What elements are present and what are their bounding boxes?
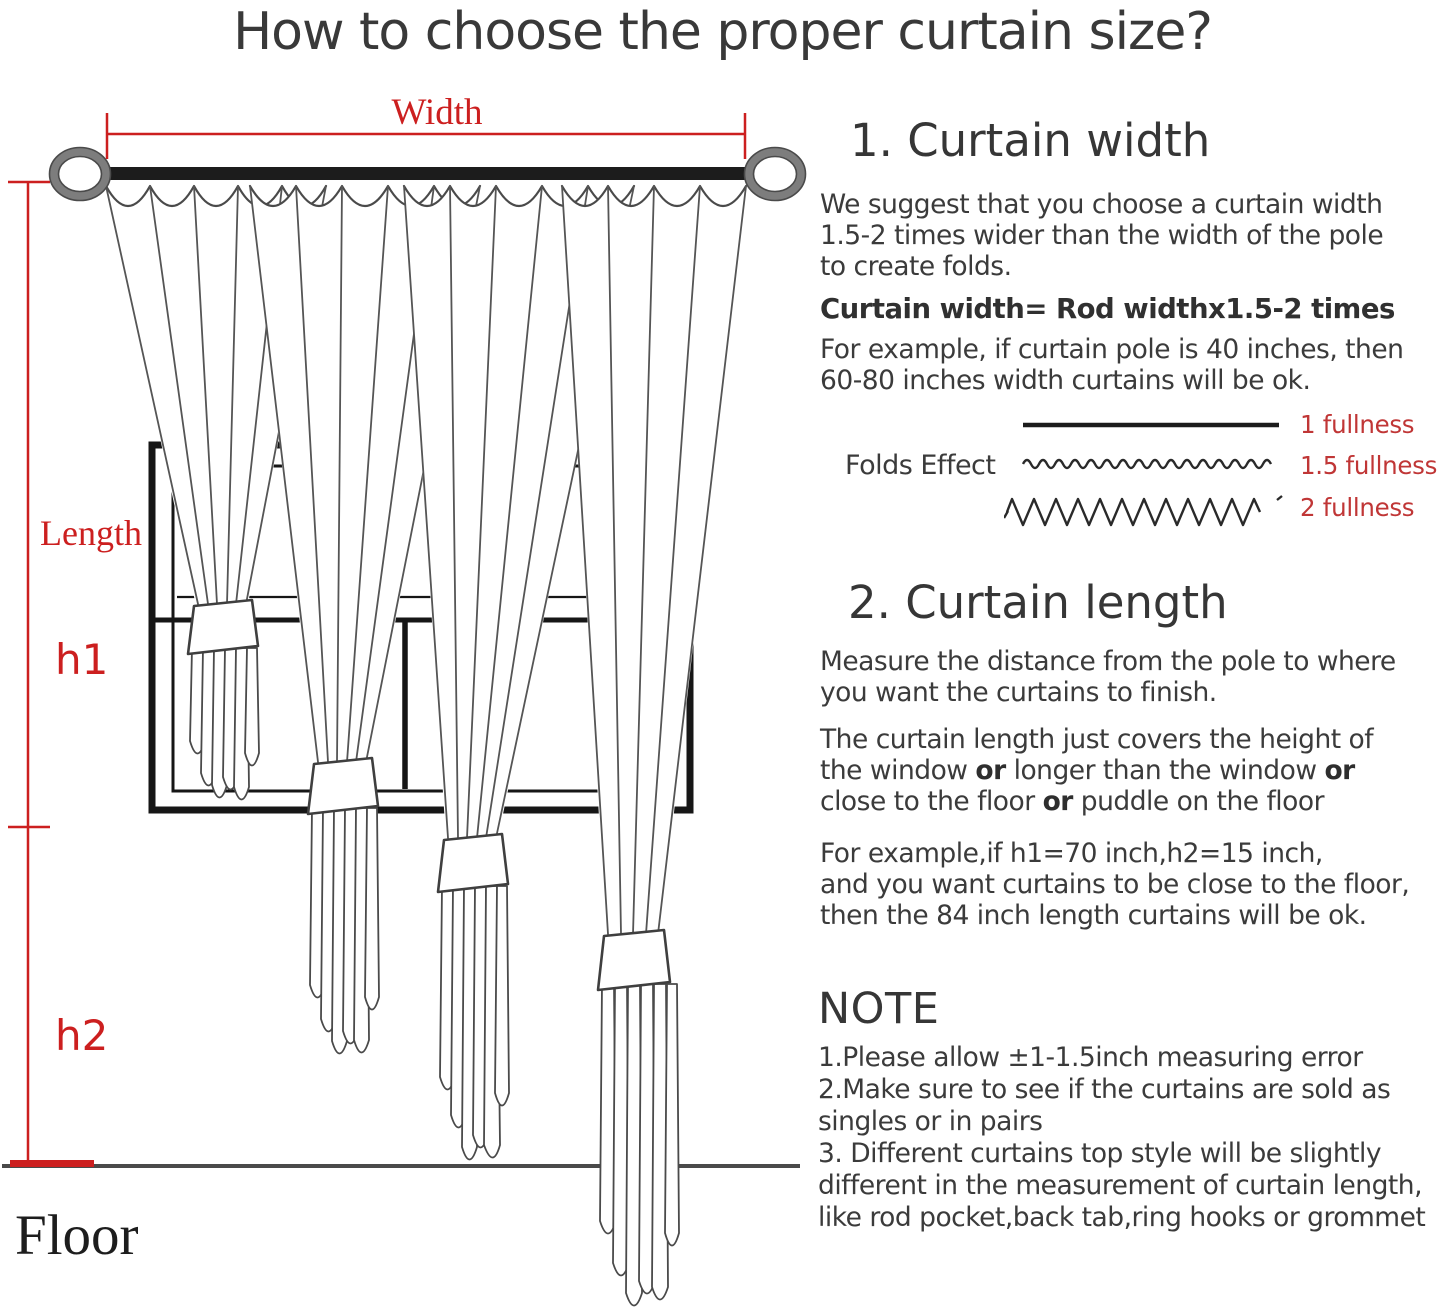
tieback-band-2 xyxy=(308,758,378,814)
text-line: Measure the distance from the pole to where xyxy=(820,646,1396,677)
curtain-length-options xyxy=(820,724,1373,817)
curtain-length-example xyxy=(820,838,1409,931)
text-line: For example, if curtain pole is 40 inches, then xyxy=(820,334,1404,365)
note-line: 3. Different curtains top style will be slightly xyxy=(818,1138,1382,1169)
fullness-1-5-label: 1.5 fullness xyxy=(1300,451,1438,480)
h1-label: h1 xyxy=(55,635,109,684)
or-emphasis: or xyxy=(975,755,1006,786)
text-line xyxy=(820,755,1373,786)
length-label: Length xyxy=(40,513,142,553)
text-line: to create folds. xyxy=(820,251,1012,282)
curtain-width-formula: Curtain width= Rod widthx1.5-2 times xyxy=(820,293,1395,325)
floor-label: Floor xyxy=(15,1204,139,1267)
tieback-tassel-1 xyxy=(190,648,259,800)
text-line: and you want curtains to be close to the floor, xyxy=(820,869,1410,900)
curtain-width-example xyxy=(820,334,1403,396)
note-line: 1.Please allow ±1-1.5inch measuring error xyxy=(818,1042,1363,1073)
text-line xyxy=(820,786,1373,817)
text-line: then the 84 inch length curtains will be ok. xyxy=(820,900,1367,931)
tieback-tassel-3 xyxy=(440,886,509,1160)
text-segment: longer than the window xyxy=(1005,755,1325,786)
width-label: Width xyxy=(391,92,483,133)
h2-label: h2 xyxy=(55,1011,109,1060)
length-measure xyxy=(8,182,50,1164)
straight-line-icon xyxy=(1022,420,1280,430)
curtain-panels xyxy=(106,186,746,1306)
text-line: We suggest that you choose a curtain width xyxy=(820,189,1383,220)
note-line: different in the measurement of curtain length, xyxy=(818,1170,1422,1201)
note-heading: NOTE xyxy=(818,984,940,1034)
note-line: singles or in pairs xyxy=(818,1106,1043,1137)
page-title: How to choose the proper curtain size? xyxy=(233,2,1212,62)
ripple-line-icon xyxy=(1022,455,1280,471)
text-line: For example,if h1=70 inch,h2=15 inch, xyxy=(820,838,1323,869)
tieback-band-1 xyxy=(188,600,258,654)
text-line: The curtain length just covers the height of xyxy=(820,724,1374,755)
curtain-length-paragraph xyxy=(820,646,1396,708)
curtain-panel-4 xyxy=(562,186,746,1306)
or-emphasis: or xyxy=(1324,755,1355,786)
text-segment: the window xyxy=(820,755,976,786)
text-segment: close to the floor xyxy=(820,786,1043,817)
tieback-tassel-2 xyxy=(310,808,379,1054)
fullness-1-label: 1 fullness xyxy=(1300,410,1415,439)
floor-tick xyxy=(10,1160,94,1167)
curtain-width-paragraph xyxy=(820,189,1383,282)
text-line: 60-80 inches width curtains will be ok. xyxy=(820,365,1311,396)
text-line: you want the curtains to finish. xyxy=(820,677,1217,708)
tieback-band-4 xyxy=(598,930,670,990)
curtain-width-heading: 1. Curtain width xyxy=(850,114,1211,167)
note-line: 2.Make sure to see if the curtains are sold as xyxy=(818,1074,1391,1105)
curtain-rod xyxy=(95,167,757,180)
tieback-band-3 xyxy=(438,834,508,892)
fullness-2-label: 2 fullness xyxy=(1300,493,1415,522)
rod-finial-ring-right xyxy=(745,148,806,201)
tieback-tassel-4 xyxy=(600,984,679,1306)
text-segment: puddle on the floor xyxy=(1072,786,1324,817)
rod-finial-ring-left xyxy=(50,148,111,201)
zigzag-line-icon xyxy=(1004,488,1284,530)
note-list xyxy=(818,1042,1425,1234)
note-line: like rod pocket,back tab,ring hooks or grommet xyxy=(818,1202,1426,1233)
text-line: 1.5-2 times wider than the width of the pole xyxy=(820,220,1384,251)
folds-effect-label: Folds Effect xyxy=(845,450,996,481)
or-emphasis: or xyxy=(1042,786,1073,817)
curtain-length-heading: 2. Curtain length xyxy=(848,576,1228,629)
